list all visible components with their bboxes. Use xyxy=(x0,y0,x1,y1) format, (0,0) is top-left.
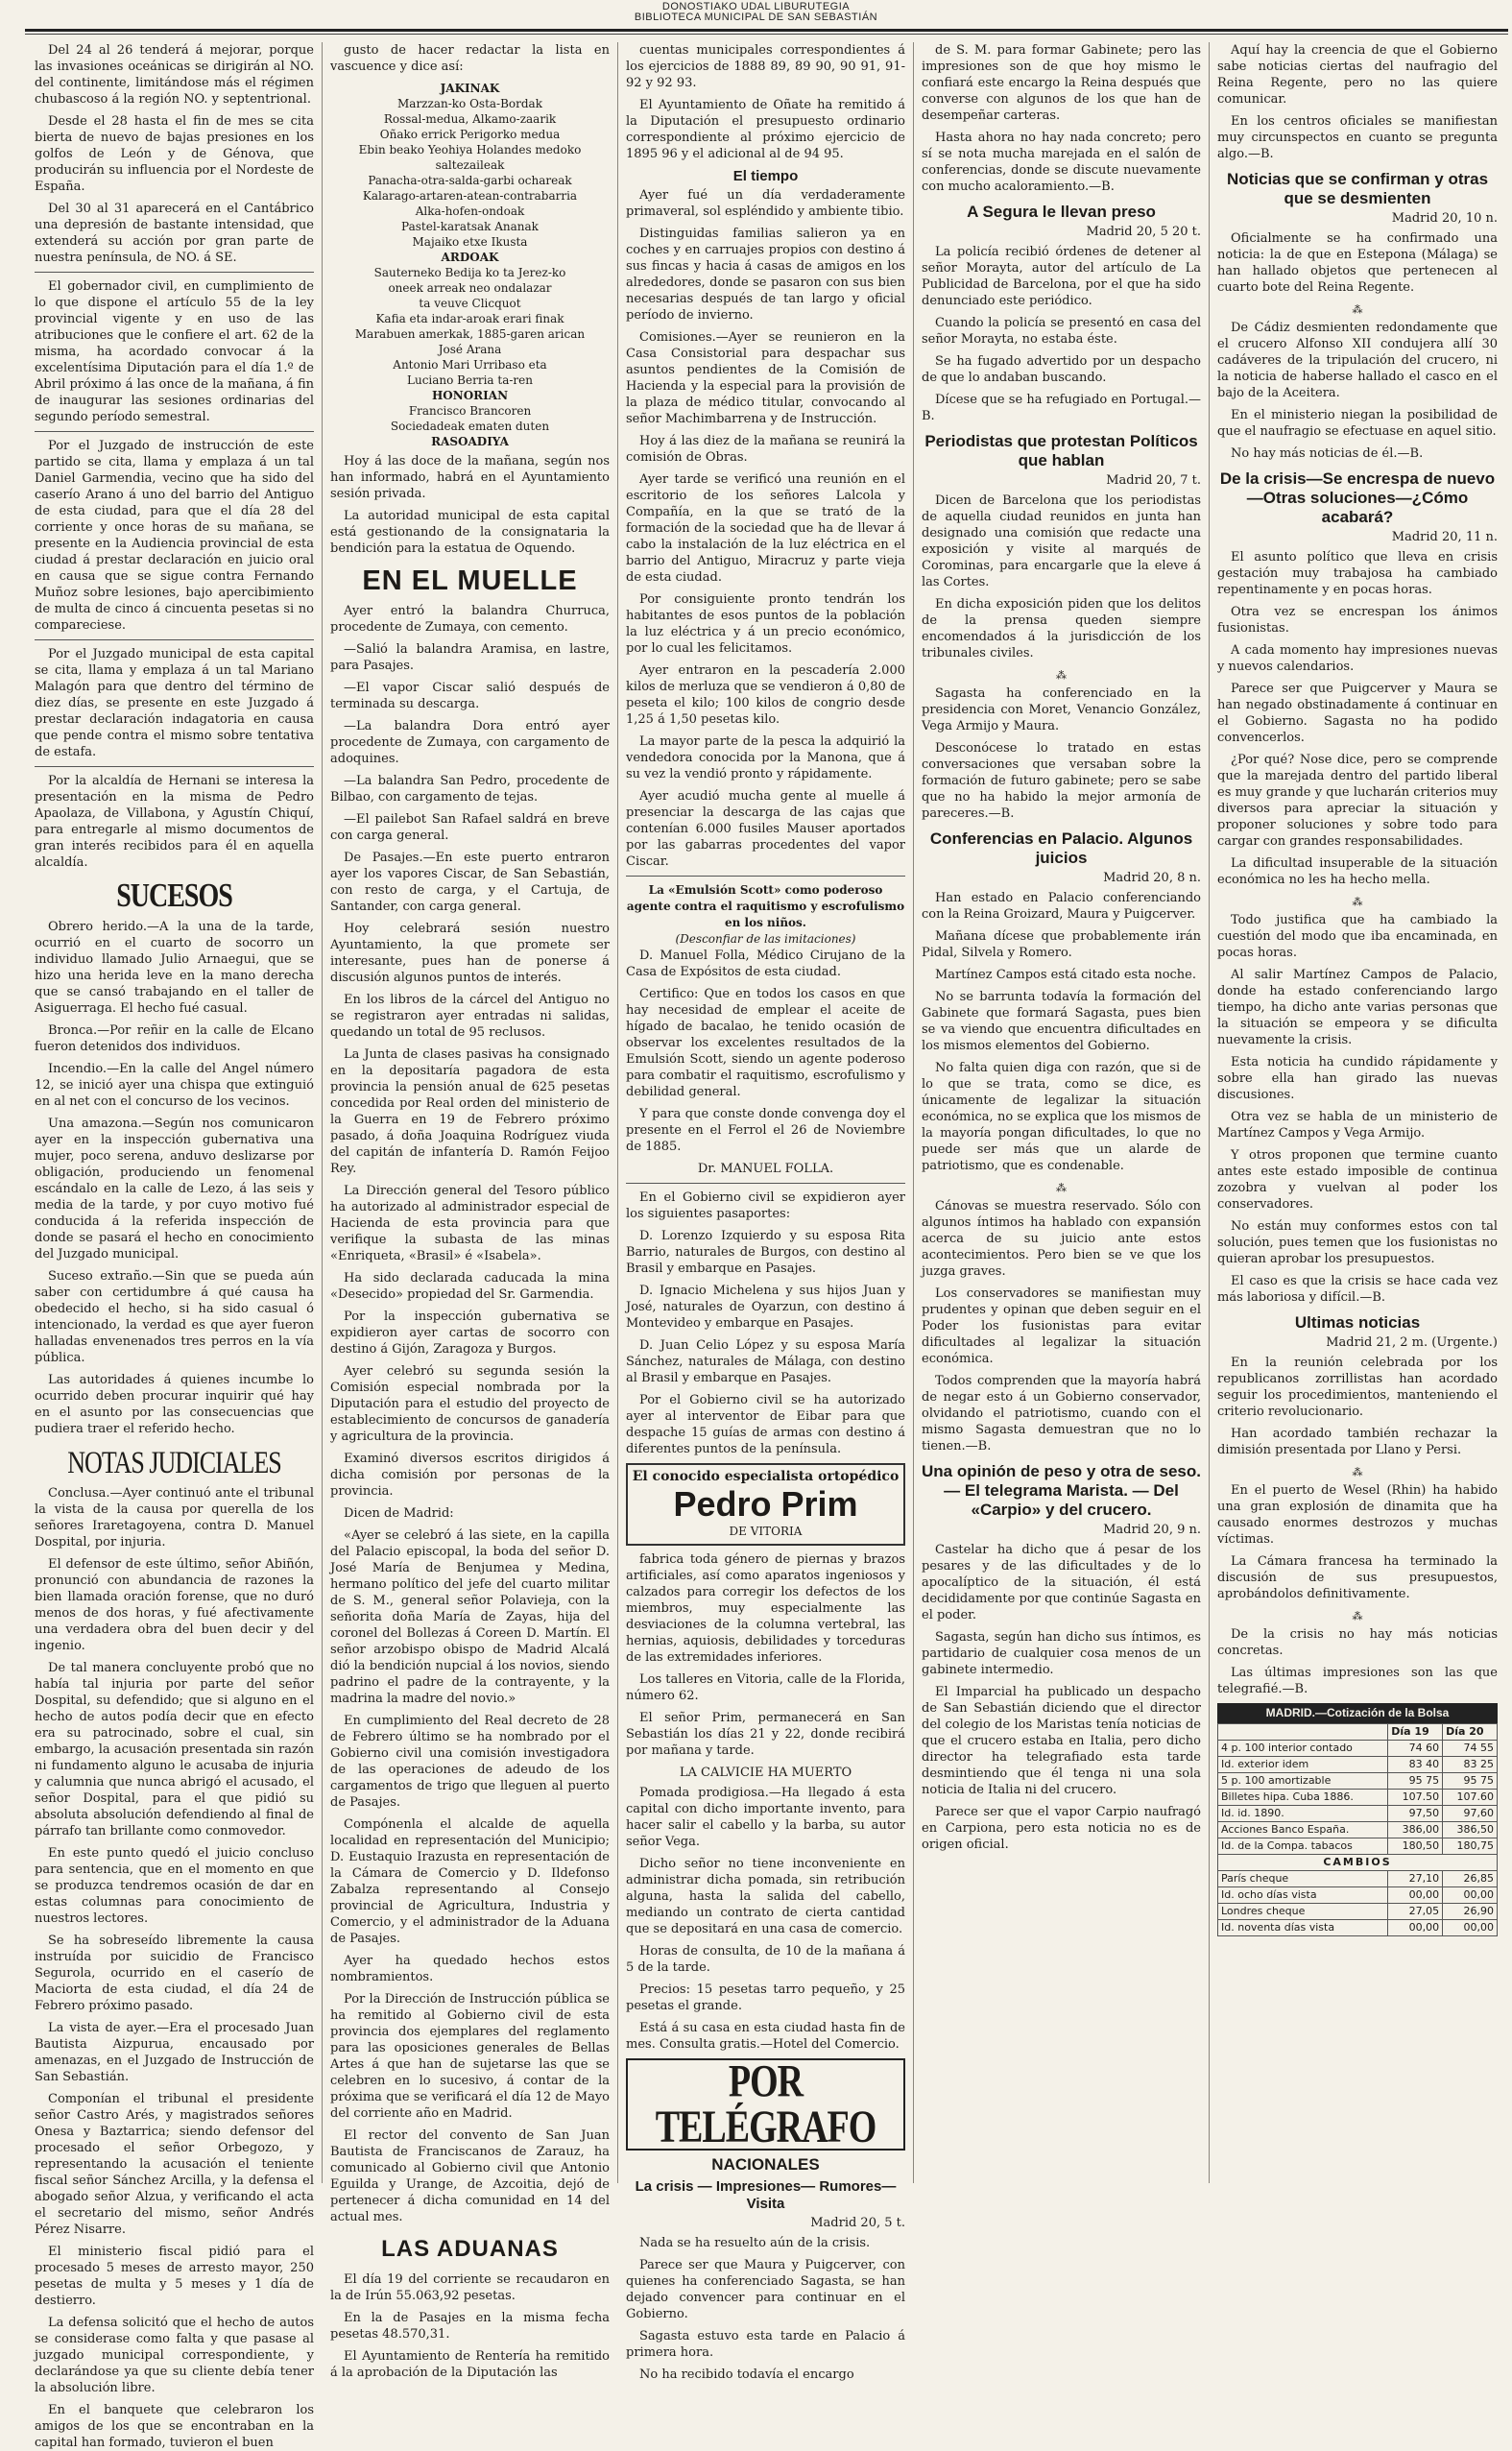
paragraph: La Junta de clases pasivas ha consignado en la depositaría pagadora de esta provincia la pensión anual de 625 pesetas concedida por Real orden del ministerio de la Guerra en 19 de Febrero próximo pasado, á doña Joaquina Rodríguez viuda del capitán de infantería D. Ramón Feijoo Rey. xyxy=(330,1047,610,1176)
menu-line: RASOADIYA xyxy=(431,435,509,448)
paragraph: Comisiones.—Ayer se reunieron en la Casa Consistorial para despachar sus asuntos pendientes de la Comisión de Hacienda y la especial para la provisión de la plaza de médico titular, convocando al señor Machimbarrena y de Instrucción. xyxy=(626,330,905,426)
table-row xyxy=(1218,1838,1498,1855)
table-cell: Id. exterior idem xyxy=(1218,1757,1388,1773)
dateline: Madrid 20, 8 n. xyxy=(1103,871,1201,885)
paragraph: A cada momento hay impresiones nuevas y nuevos calendarios. xyxy=(1217,643,1498,674)
menu-line: Marabuen amerkak, 1885-garen arican xyxy=(354,327,586,341)
section-heading-sucesos: SUCESOS xyxy=(116,877,232,915)
column-5 xyxy=(1210,42,1505,2183)
table-cell: 386,00 xyxy=(1388,1822,1443,1838)
paragraph: De tal manera concluyente probó que no había tal injuria por parte del señor Dospital, su defendido; que si alguno en el hecho de autos podía decir que en efecto era su patrocinado, sobre el cual, sin embargo, la acusación presentada sin razón ni fundamento alguno le acusaba de injuria y calumnia que nunca abrigó el acusado, el señor Dospital, para el que pidió su absoluta absolución defendiendo al final de párrafo tan brillante como conmovedor. xyxy=(35,1661,314,1838)
paragraph: No hay más noticias de él.—B. xyxy=(1231,446,1424,461)
table-header-cell xyxy=(1218,1724,1388,1741)
subsection-heading-nacionales: NACIONALES xyxy=(711,2155,820,2174)
paragraph: Pomada prodigiosa.—Ha llegado á esta capital con dicho importante invento, para hacer salir el cabello y la barba, su autor señor Vega. xyxy=(626,1786,905,1849)
menu-line: Antonio Mari Urribaso eta xyxy=(393,358,547,372)
table-row xyxy=(1218,1773,1498,1790)
paragraph: En el Gobierno civil se expidieron ayer los siguientes pasaportes: xyxy=(626,1190,905,1221)
table-cell: 00,00 xyxy=(1388,1887,1443,1904)
menu-line: Panacha-otra-salda-garbi ochareak xyxy=(368,174,572,187)
paragraph: La dificultad insuperable de la situación económica no les ha hecho mella. xyxy=(1217,856,1498,887)
paragraph: Hoy celebrará sesión nuestro Ayuntamiento, la que promete ser interesante, pues han de ponerse á discusión algunos puntos de interés. xyxy=(330,922,610,985)
table-cell: Id. noventa días vista xyxy=(1218,1920,1388,1936)
menu-line: José Arana xyxy=(438,343,502,356)
paragraph: En la reunión celebrada por los republicanos zorrillistas han acordado seguir los procedimientos, manteniendo el criterio revolucionario. xyxy=(1217,1356,1498,1419)
ad-name: Pedro Prim xyxy=(673,1484,858,1524)
paragraph: Incendio.—En la calle del Angel número 12, se inició ayer una chispa que extinguió en al net con el concurso de los vecinos. xyxy=(35,1062,314,1109)
paragraph: El Ayuntamiento de Rentería ha remitido á la aprobación de la Diputación las xyxy=(330,2349,610,2380)
paragraph: Bronca.—Por reñir en la calle de Elcano fueron detenidos dos individuos. xyxy=(35,1023,314,1054)
table-cell: Id. id. 1890. xyxy=(1218,1806,1388,1822)
menu-line: saltezaileak xyxy=(435,158,505,172)
article-heading-crisis: De la crisis—Se encrespa de nuevo—Otras soluciones—¿Cómo acabará? xyxy=(1219,469,1496,526)
telegrafo-banner xyxy=(626,2058,905,2151)
paragraph: Cuando la policía se presentó en casa del señor Morayta, no estaba éste. xyxy=(922,316,1201,347)
table-cell: 00,00 xyxy=(1443,1887,1498,1904)
menu-line: Sauterneko Bedija ko ta Jerez-ko xyxy=(373,266,566,279)
paragraph: cuentas municipales correspondientes á los ejercicios de 1888 89, 89 90, 90 91, 91-92 y 92 93. xyxy=(626,43,905,90)
paragraph: Oficialmente se ha confirmado una noticia: la de que en Estepona (Málaga) se han hallado objetos que pertenecen al cuarto bote del Reina Regente. xyxy=(1217,231,1498,295)
paragraph: Se ha sobreseído libremente la causa instruída por suicidio de Francisco Segurola, ocurrido en el caserío de Maciorta de esta ciudad, el día 24 de Febrero próximo pasado. xyxy=(35,1934,314,2013)
paragraph: Componían el tribunal el presidente señor Castro Arés, y magistrados señores Onesa y Baztarrica; siendo defensor del procesado el señor Orbegozo, y representando la acusación el teniente fiscal señor Sánchez Arcilla, y la defensa el abogado señor Alzua, y verificando el acta el secretario del mismo, señor Andrés Pérez Nisarre. xyxy=(35,2092,314,2237)
table-cell: 83 25 xyxy=(1443,1757,1498,1773)
paragraph: —El pailebot San Rafael saldrá en breve con carga general. xyxy=(330,812,610,843)
section-heading-por-telegrafo: POR TELÉGRAFO xyxy=(655,2056,876,2152)
table-cell: 95 75 xyxy=(1443,1773,1498,1790)
calvicie-heading: LA CALVICIE HA MUERTO xyxy=(679,1766,852,1780)
paragraph: ¿Por qué? Nose dice, pero se comprende que la marejada dentro del partido liberal es muy grande y que lucharán criterios muy diversos para apreciar la situación y proponer soluciones y sobre todo para cargar con grandes responsabilidades. xyxy=(1217,753,1498,849)
paragraph: De la crisis no hay más noticias concretas. xyxy=(1217,1627,1498,1658)
paragraph: El Imparcial ha publicado un despacho de San Sebastián diciendo que el director del colegio de los Maristas tenía noticias de que el crucero estaba en Italia, pero dicho director ha telegrafiado esta tarde desmintiendo que él tenga ni una sola noticia de Italia ni del crucero. xyxy=(922,1685,1201,1797)
paragraph: Por el Gobierno civil se ha autorizado ayer al interventor de Eibar para que despache 15 guías de armas con destino á diferentes puntos de la península. xyxy=(626,1393,905,1456)
section-stars: ⁂ xyxy=(1352,303,1363,316)
paragraph: —La balandra Dora entró ayer procedente de Zumaya, con cargamento de adoquines. xyxy=(330,719,610,766)
section-stars: ⁂ xyxy=(1352,1610,1363,1622)
paragraph: La autoridad municipal de esta capital está gestionando de la consignataria la bendición para la estatua de Oquendo. xyxy=(330,509,610,556)
masthead xyxy=(0,2,1512,23)
table-cell: Billetes hipa. Cuba 1886. xyxy=(1218,1790,1388,1806)
paragraph: La defensa solicitó que el hecho de autos se considerase como falta y que pasase al juzgado municipal correspondiente, y declarándose ya que su cliente debía tener la absolución libre. xyxy=(35,2316,314,2395)
menu-line: Francisco Brancoren xyxy=(408,404,532,418)
menu-line: Oñako errick Perigorko medua xyxy=(379,128,561,141)
article-heading-periodistas: Periodistas que protestan Políticos que hablan xyxy=(924,432,1198,469)
table-header-row xyxy=(1218,1724,1498,1741)
bolsa-table xyxy=(1217,1723,1498,1936)
table-cell: 26,90 xyxy=(1443,1904,1498,1920)
paragraph: Parece ser que Maura y Puigcerver, con quienes ha conferenciado Sagasta, se han dejado convencer para continuar en el Gobierno. xyxy=(626,2258,905,2321)
paragraph: Ayer tarde se verificó una reunión en el escritorio de los señores Lalcola y Compañía, en la que se trató de la formación de la sociedad que ha de llevar á cabo la instalación de la luz eléctrica en el barrio del Antiguo, Miracruz y parte vieja de esta ciudad. xyxy=(626,472,905,585)
bolsa-heading: MADRID.—Cotización de la Bolsa xyxy=(1217,1703,1498,1723)
paragraph: En el banquete que celebraron los amigos de los que se encontraban en la capital han formado, tuvieron el buen xyxy=(35,2403,314,2450)
table-header-cell: Día 19 xyxy=(1388,1724,1443,1741)
table-row xyxy=(1218,1887,1498,1904)
paragraph: El caso es que la crisis se hace cada vez más laboriosa y difícil.—B. xyxy=(1217,1274,1498,1305)
table-header-cell: Día 20 xyxy=(1443,1724,1498,1741)
menu-line: ARDOAK xyxy=(441,251,499,264)
top-rule xyxy=(25,29,1508,32)
paragraph: Hasta ahora no hay nada concreto; pero sí se nota mucha marejada en el salón de conferencias, donde se discute nuevamente con mucho acaloramiento.—B. xyxy=(922,131,1201,194)
menu-line: Rossal-medua, Alkamo-zaarik xyxy=(383,112,557,126)
paragraph: Compónenla el alcalde de aquella localidad en representación del Municipio; D. Eustaquio Irazusta en representación de la Cámara de Comercio y D. Ildefonso Zabalza representando al Consejo provincial de Agricultura, Industria y Comercio, y el administrador de la Aduana de Pasajes. xyxy=(330,1817,610,1946)
paragraph: El asunto político que lleva en crisis gestación muy trabajosa ha cambiado repentinamente y en pocas horas. xyxy=(1217,550,1498,597)
table-cell: 5 p. 100 amortizable xyxy=(1218,1773,1388,1790)
column-3 xyxy=(618,42,914,2382)
table-cell: Acciones Banco España. xyxy=(1218,1822,1388,1838)
paragraph: D. Manuel Folla, Médico Cirujano de la Casa de Expósitos de esta ciudad. xyxy=(626,949,905,979)
article-heading-opinion: Una opinión de peso y otra de seso. — El telegrama Marista. — Del «Carpio» y del crucero. xyxy=(922,1462,1201,1519)
paragraph: «Ayer se celebró á las siete, en la capilla del Palacio episcopal, la boda del señor D. José María de Benjumea y Medina, hermano político del jefe del cuarto militar de S. M., general señor Polavieja, con la señorita doña María de Zayas, hija del coronel del Bollezas á Coreen D. Martín. El señor arzobispo obispo de Madrid Alcalá dió la bendición nupcial á los novios, siendo padrino el padre de la contrayente, y la madrina la madre del novio.» xyxy=(330,1528,610,1706)
divider xyxy=(35,431,314,432)
table-cell: 4 p. 100 interior contado xyxy=(1218,1741,1388,1757)
divider xyxy=(626,1183,905,1184)
paragraph: El Ayuntamiento de Oñate ha remitido á la Diputación el presupuesto ordinario correspondiente al próximo ejercicio de 1895 96 y el adicional al de 94 95. xyxy=(626,98,905,161)
paragraph: Al salir Martínez Campos de Palacio, donde ha estado conferenciando largo tiempo, ha dicho ante varias personas que la situación se empeora y se dificulta nuevamente la crisis. xyxy=(1217,968,1498,1047)
paragraph: Del 24 al 26 tenderá á mejorar, porque las invasiones oceánicas se dirigirán al NO. del continente, limitándose más el régimen chubascoso á la región NO. y septentrional. xyxy=(35,43,314,107)
menu-line: Alka-hofen-ondoak xyxy=(415,204,525,218)
table-row xyxy=(1218,1920,1498,1936)
paragraph: Ayer entraron en la pescadería 2.000 kilos de merluza que se vendieron á 0,80 de peseta el kilo; 100 kilos de congrio desde 1,25 á 1,50 pesetas kilo. xyxy=(626,663,905,727)
paragraph: Se ha fugado advertido por un despacho de que lo andaban buscando. xyxy=(922,354,1201,385)
section-heading-notas-judiciales: NOTAS JUDICIALES xyxy=(67,1445,281,1480)
article-heading-conferencias: Conferencias en Palacio. Algunos juicios xyxy=(929,829,1193,867)
table-row xyxy=(1218,1790,1498,1806)
table-cell: 107.60 xyxy=(1443,1790,1498,1806)
paragraph: Martínez Campos está citado esta noche. xyxy=(935,968,1196,982)
paragraph: Conclusa.—Ayer continuó ante el tribunal la vista de la causa por querella de los señores Iraretagoyena, contra D. Manuel Dospital, por injuria. xyxy=(35,1486,314,1550)
paragraph: de S. M. para formar Gabinete; pero las impresiones son de que hoy mismo le confiará este encargo la Reina después que converse con algunos de los que han de desempeñar carteras. xyxy=(922,43,1201,123)
dateline: Madrid 20, 7 t. xyxy=(1106,473,1201,488)
divider xyxy=(35,639,314,640)
column-4 xyxy=(914,42,1210,2183)
paragraph: El ministerio fiscal pidió para el procesado 5 meses de arresto mayor, 250 pesetas de multa y 5 meses y 1 día de destierro. xyxy=(35,2245,314,2308)
paragraph: No ha recibido todavía el encargo xyxy=(639,2367,854,2382)
table-cell: Id. de la Compa. tabacos xyxy=(1218,1838,1388,1855)
dateline: Madrid 20, 9 n. xyxy=(1103,1523,1201,1537)
table-cell: 180,50 xyxy=(1388,1838,1443,1855)
menu-line: ta veuve Clicquot xyxy=(419,297,521,310)
section-stars: ⁂ xyxy=(1352,1466,1363,1478)
section-stars: ⁂ xyxy=(1352,896,1363,908)
divider xyxy=(35,272,314,273)
paragraph: Certifico: Que en todos los casos en que hay necesidad de emplear el aceite de hígado de bacalao, he tenido ocasión de observar los excelentes resultados de la Emulsión Scott, siendo un agente poderoso para combatir el raquitismo, escrofulismo y debilidad general. xyxy=(626,987,905,1099)
paragraph: Castelar ha dicho que á pesar de los pesares y de las dificultades y de lo apocalíptico de la situación, él está decididamente por que continúe Sagasta en el poder. xyxy=(922,1543,1201,1622)
paragraph: Dicho señor no tiene inconveniente en administrar dicha pomada, sin retribución alguna, hasta la salida del cabello, mediando un contrato de cierta cantidad que se depositará en una casa de comercio. xyxy=(626,1857,905,1936)
table-cell: Londres cheque xyxy=(1218,1904,1388,1920)
table-cell: 386,50 xyxy=(1443,1822,1498,1838)
paragraph: Del 30 al 31 aparecerá en el Cantábrico una depresión de bastante intensidad, que extenderá su acción por gran parte de nuestra península, de NO. á SE. xyxy=(35,202,314,265)
paragraph: La mayor parte de la pesca la adquirió la vendedora conocida por la Manona, que á su vez la vendió pronto y rápidamente. xyxy=(626,734,905,781)
paragraph: fabrica toda género de piernas y brazos artificiales, así como aparatos ingeniosos y calzados para corregir los defectos de los miembros, muy especialmente las desviaciones de la columna vertebral, las hernias, aquiosis, debilidades y torceduras de las extremidades inferiores. xyxy=(626,1552,905,1665)
table-cell: 27,10 xyxy=(1388,1871,1443,1887)
paragraph: Por el Juzgado de instrucción de este partido se cita, llama y emplaza á un tal Daniel Garmendia, vecino que ha sido del caserío Arano á uno del barrio del Antiguo de esta ciudad, para que el día 28 del corriente y once horas de su mañana, se presente en la Audiencia provincial de esta ciudad á prestar declaración en juicio oral en causa que se sigue contra Fernando Muñoz sobre lesiones, bajo apercibimiento de multa de cinco á cincuenta pesetas si no compareciese. xyxy=(35,439,314,633)
paragraph: En dicha exposición piden que los delitos de la prensa queden siempre encomendados á la jurisdicción de los tribunales civiles. xyxy=(922,597,1201,661)
table-cell: 97,50 xyxy=(1388,1806,1443,1822)
paragraph: El rector del convento de San Juan Bautista de Franciscanos de Zarauz, ha comunicado al Gobierno civil que Antonio Eguilda y Urange, de Azcoitia, dejó de pertenecer á dicha comunidad en 14 del actual mes. xyxy=(330,2128,610,2224)
paragraph: Han estado en Palacio conferenciando con la Reina Groizard, Maura y Puigcerver. xyxy=(922,891,1201,922)
paragraph: En los centros oficiales se manifiestan muy circunspectos en cuanto se pregunta algo.—B. xyxy=(1217,114,1498,161)
banquet-menu-list xyxy=(330,81,610,449)
paragraph: Está á su casa en esta ciudad hasta fin de mes. Consulta gratis.—Hotel del Comercio. xyxy=(626,2021,905,2052)
paragraph: Distinguidas familias salieron ya en coches y en carruajes propios con destino á sus fincas y hacia á casas de amigos en los alrededores, donde se pasaron con sus bien necesarias después de tan largo y oficial período de invierno. xyxy=(626,227,905,323)
paragraph: Todo justifica que ha cambiado la cuestión del modo que iba encaminada, en pocas horas. xyxy=(1217,913,1498,960)
paragraph: Ayer acudió mucha gente al muelle á presenciar la descarga de las cajas que contenían 6.000 fusiles Mauser aportados por las gabarras procedentes del vapor Ciscar. xyxy=(626,789,905,869)
paragraph: Aquí hay la creencia de que el Gobierno sabe noticias ciertas del naufragio del Reina Regente, pero no las quiere comunicar. xyxy=(1217,43,1498,107)
masthead-line-1: DONOSTIAKO UDAL LIBURUTEGIA xyxy=(661,1,851,12)
paragraph: De Cádiz desmienten redondamente que el crucero Alfonso XII condujera allí 30 cadáveres de la tripulación del crucero, ni la noticia de haberse hallado el casco en el bajo de la Aceitera. xyxy=(1217,321,1498,400)
paragraph: Todos comprenden que la mayoría habrá de negar esto á un Gobierno conservador, olvidando el patriotismo, cuando con el mismo Sagasta demuestran que no lo tienen.—B. xyxy=(922,1374,1201,1454)
paragraph: —El vapor Ciscar salió después de terminada su descarga. xyxy=(330,681,610,711)
ad-city: DE VITORIA xyxy=(729,1525,803,1538)
paragraph: D. Juan Celio López y su esposa María Sánchez, naturales de Málaga, con destino al Brasil y embarque en Pasajes. xyxy=(626,1338,905,1385)
paragraph: En la de Pasajes en la misma fecha pesetas 48.570,31. xyxy=(330,2311,610,2342)
paragraph: Mañana dícese que probablemente irán Pidal, Silvela y Romero. xyxy=(922,929,1201,960)
menu-line: Pastel-karatsak Ananak xyxy=(401,220,539,233)
ad-kicker: El conocido especialista ortopédico xyxy=(632,1469,900,1484)
paragraph: Horas de consulta, de 10 de la mañana á 5 de la tarde. xyxy=(626,1944,905,1975)
menu-line: Sociedadeak ematen duten xyxy=(390,420,550,433)
paragraph: Por consiguiente pronto tendrán los habitantes de esos puntos de la población la luz eléctrica y á un precio económico, por lo cual les felicitamos. xyxy=(626,592,905,656)
menu-line: Luciano Berria ta-ren xyxy=(407,373,533,387)
divider xyxy=(626,876,905,877)
paragraph: Parece ser que Puigcerver y Maura se han negado obstinadamente á continuar en el Gobierno. Sagasta no ha podido convencerlos. xyxy=(1217,682,1498,745)
paragraph: Desde el 28 hasta el fin de mes se cita bierta de nuevo de bajas presiones en los golfos de León y de Génova, que producirán su influencia por el Nordeste de España. xyxy=(35,114,314,194)
table-cell: 83 40 xyxy=(1388,1757,1443,1773)
article-heading-noticias: Noticias que se confirman y otras que se desmienten xyxy=(1226,170,1489,207)
paragraph: gusto de hacer redactar la lista en vascuence y dice así: xyxy=(330,43,610,74)
table-row xyxy=(1218,1871,1498,1887)
menu-line: HONORIAN xyxy=(431,389,509,402)
dateline: Madrid 21, 2 m. (Urgente.) xyxy=(1326,1335,1498,1350)
table-cell: 26,85 xyxy=(1443,1871,1498,1887)
paragraph: D. Ignacio Michelena y sus hijos Juan y José, naturales de Oyarzun, con destino á Montevideo y embarque en Pasajes. xyxy=(626,1284,905,1331)
dateline: Madrid 20, 11 n. xyxy=(1391,530,1498,544)
paragraph: Nada se ha resuelto aún de la crisis. xyxy=(639,2236,871,2250)
paragraph: Las autoridades á quienes incumbe lo ocurrido deben procurar inquirir qué hay en el asunto por las consecuencias que pudiera traer el referido hecho. xyxy=(35,1373,314,1436)
paragraph: La vista de ayer.—Era el procesado Juan Bautista Aizpurua, encausado por amenazas, en el Juzgado de Instrucción de San Sebastián. xyxy=(35,2021,314,2084)
section-stars: ⁂ xyxy=(1056,1182,1067,1194)
table-cell: 95 75 xyxy=(1388,1773,1443,1790)
paragraph: Por la Dirección de Instrucción pública se ha remitido al Gobierno civil de esta provincia dos ejemplares del reglamento para las oposiciones generales de Bellas Artes á que han de sujetarse las que se celebren en lo sucesivo, á contar de la próxima que se verificará el día 12 de Mayo del corriente año en Madrid. xyxy=(330,1992,610,2121)
table-cell: Id. ocho días vista xyxy=(1218,1887,1388,1904)
paragraph: Sagasta ha conferenciado en la presidencia con Moret, Venancio González, Vega Armijo y Maura. xyxy=(922,686,1201,733)
dateline: Madrid 20, 5 20 t. xyxy=(1086,225,1201,239)
paragraph: Dicen de Barcelona que los periodistas de aquella ciudad reunidos en junta han designado una comisión que redacte una exposición y visite al marqués de Corominas, para encargarle que la eleve á las Cortes. xyxy=(922,493,1201,589)
paragraph: El día 19 del corriente se recaudaron en la de Irún 55.063,92 pesetas. xyxy=(330,2272,610,2303)
table-cell: París cheque xyxy=(1218,1871,1388,1887)
menu-line: Marzzan-ko Osta-Bordak xyxy=(397,97,542,110)
paragraph: Y otros proponen que termine cuanto antes este estado imposible de continua zozobra y vuelvan al poder los conservadores. xyxy=(1217,1148,1498,1212)
paragraph: La Dirección general del Tesoro público ha autorizado al administrador especial de Hacienda de esta provincia para que verifique la subasta de las minas «Enriqueta, «Brasil» é «Isabela». xyxy=(330,1184,610,1263)
paragraph: Sagasta estuvo esta tarde en Palacio á primera hora. xyxy=(626,2329,905,2360)
section-heading-las-aduanas: LAS ADUANAS xyxy=(381,2236,559,2262)
newspaper-columns xyxy=(27,42,1505,2450)
table-cell: 97,60 xyxy=(1443,1806,1498,1822)
paragraph: No falta quien diga con razón, que si de lo que se trata, como se dice, es únicamente de legalizar la situación económica, no se explica que los mismos de la mayoría pongan dificultades, lo que no puede ser más que un alarde de patriotismo, que es condenable. xyxy=(922,1061,1201,1173)
paragraph: Sagasta, según han dicho sus íntimos, es partidario de cualquier cosa menos de un gabinete intermedio. xyxy=(922,1630,1201,1677)
menu-line: JAKINAK xyxy=(440,82,500,95)
menu-line: Kalarago-artaren-atean-contrabarria xyxy=(362,189,578,203)
table-row xyxy=(1218,1741,1498,1757)
paragraph: Han acordado también rechazar la dimisión presentada por Llano y Persi. xyxy=(1217,1427,1498,1457)
article-heading-ultimas: Ultimas noticias xyxy=(1294,1313,1421,1332)
table-cell: 74 55 xyxy=(1443,1741,1498,1757)
paragraph: Ha sido declarada caducada la mina «Desecido» propiedad del Sr. Garmendia. xyxy=(330,1271,610,1302)
dateline: Madrid 20, 5 t. xyxy=(810,2216,905,2230)
paragraph: El gobernador civil, en cumplimiento de lo que dispone el artículo 55 de la ley provincial vigente y en uso de las atribuciones que le confiere el art. 62 de la misma, ha acordado convocar á la excelentísima Diputación para el día 1.º de Abril próximo á las once de la mañana, á fin de inaugurar las sesiones ordinarias del segundo período semestral. xyxy=(35,279,314,424)
paragraph: Los talleres en Vitoria, calle de la Florida, número 62. xyxy=(626,1672,905,1703)
paragraph: Una amazona.—Según nos comunicaron ayer en la inspección gubernativa una mujer, poco serena, anduvo deslizarse por obligación, produciendo un fenomenal escándalo en la calle de Lezo, á las seis y media de la tarde, y por cuyo motivo fué conducida á la referida inspección de donde se pasará el hecho en conocimiento del Juzgado municipal. xyxy=(35,1117,314,1262)
section-heading-el-tiempo: El tiempo xyxy=(732,168,799,184)
paragraph: Ayer celebró su segunda sesión la Comisión especial nombrada por la Diputación para el estudio del proyecto de establecimiento de concursos de ganadería y agricultura de la provincia. xyxy=(330,1364,610,1444)
masthead-line-2: BIBLIOTECA MUNICIPAL DE SAN SEBASTIÁN xyxy=(634,12,878,23)
paragraph: Ayer fué un día verdaderamente primaveral, sol espléndido y ambiente tibio. xyxy=(626,188,905,219)
paragraph: —Salió la balandra Aramisa, en lastre, para Pasajes. xyxy=(330,642,610,673)
article-heading-la-crisis: La crisis — Impresiones— Rumores—Visita xyxy=(635,2178,897,2212)
paragraph: Ayer entró la balandra Churruca, procedente de Zumaya, con cemento. xyxy=(330,604,610,635)
paragraph: La Cámara francesa ha terminado la discusión de sus presupuestos, aprobándolos definitivamente. xyxy=(1217,1554,1498,1601)
advertisement-pedro-prim xyxy=(626,1463,905,1546)
paragraph: Y para que conste donde convenga doy el presente en el Ferrol el 26 de Noviembre de 1885. xyxy=(626,1107,905,1154)
table-cell: 74 60 xyxy=(1388,1741,1443,1757)
section-stars: ⁂ xyxy=(1056,669,1067,682)
paragraph: Suceso extraño.—Sin que se pueda aún saber con certidumbre á qué causa ha obedecido el hecho, si ha sido casual ó intencionado, la verdad es que ayer fueron halladas envenenados tres perros en la vía pública. xyxy=(35,1269,314,1365)
emulsion-subheading: (Desconfiar de las imitaciones) xyxy=(675,932,856,946)
paragraph: Dícese que se ha refugiado en Portugal.—B. xyxy=(922,393,1201,423)
top-rule-thin xyxy=(25,34,1508,35)
paragraph: En este punto quedó el juicio concluso para sentencia, que en el momento en que se produzca tendremos ocasión de dar en estas columnas para conocimiento de nuestros lectores. xyxy=(35,1846,314,1926)
column-2 xyxy=(323,42,618,2380)
paragraph: Examinó diversos escritos dirigidos á dicha comisión por personas de la provincia. xyxy=(330,1452,610,1499)
paragraph: En los libros de la cárcel del Antiguo no se registraron ayer entradas ni salidas, quedando un total de 95 reclusos. xyxy=(330,993,610,1040)
paragraph: Los conservadores se manifiestan muy prudentes y opinan que deben seguir en el Poder los fusionistas para evitar dificultades al legalizar la situación económica. xyxy=(922,1286,1201,1366)
section-heading-en-el-muelle: EN EL MUELLE xyxy=(362,565,578,596)
paragraph: Obrero herido.—A la una de la tarde, ocurrió en el cuarto de socorro un individuo llamado Julio Arnaegui, que se hizo una herida leve en la mano derecha que se cansó trabajando en el taller de Asiguerraga. El hecho fué casual. xyxy=(35,920,314,1016)
paragraph: Las últimas impresiones son las que telegrafié.—B. xyxy=(1217,1666,1498,1696)
column-1 xyxy=(27,42,323,2450)
paragraph: Por el Juzgado municipal de esta capital se cita, llama y emplaza á un tal Mariano Malagón para que dentro del término de diez días, se presente en este Juzgado á prestar declaración indagatoria en causa que pende contra el mismo sobre tentativa de estafa. xyxy=(35,647,314,759)
paragraph: Hoy á las diez de la mañana se reunirá la comisión de Obras. xyxy=(626,434,905,465)
table-cell: 107.50 xyxy=(1388,1790,1443,1806)
table-row xyxy=(1218,1904,1498,1920)
divider xyxy=(35,766,314,767)
paragraph: En el ministerio niegan la posibilidad de que el naufragio se efectuase en aquel sitio. xyxy=(1217,408,1498,439)
table-row xyxy=(1218,1822,1498,1838)
emulsion-heading: La «Emulsión Scott» como poderoso agente contra el raquitismo y escrofulismo en los niños. xyxy=(626,883,905,929)
paragraph: Precios: 15 pesetas tarro pequeño, y 25 pesetas el grande. xyxy=(626,1982,905,2013)
menu-line: oneek arreak neo ondalazar xyxy=(388,281,552,295)
menu-line: Kafia eta indar-aroak erari finak xyxy=(375,312,564,325)
paragraph: No están muy conformes estos con tal solución, pues temen que los fusionistas no quieran aprobar los presupuestos. xyxy=(1217,1219,1498,1266)
paragraph: D. Lorenzo Izquierdo y su esposa Rita Barrio, naturales de Burgos, con destino al Brasil y embarque en Pasajes. xyxy=(626,1229,905,1276)
paragraph: Otra vez se habla de un ministerio de Martínez Campos y Vega Armijo. xyxy=(1217,1110,1498,1141)
paragraph: —La balandra San Pedro, procedente de Bilbao, con cargamento de tejas. xyxy=(330,774,610,805)
paragraph: Esta noticia ha cundido rápidamente y sobre ella han girado las nuevas discusiones. xyxy=(1217,1055,1498,1102)
menu-line: Ebin beako Yeohiya Holandes medoko xyxy=(358,143,582,156)
paragraph: Otra vez se encrespan los ánimos fusionistas. xyxy=(1217,605,1498,636)
paragraph: Dicen de Madrid: xyxy=(344,1506,454,1521)
paragraph: En el puerto de Wesel (Rhin) ha habido una gran explosión de dinamita que ha causado enormes destrozos y muchas víctimas. xyxy=(1217,1483,1498,1547)
paragraph: Hoy á las doce de la mañana, según nos han informado, habrá en el Ayuntamiento sesión privada. xyxy=(330,454,610,501)
paragraph: Ayer ha quedado hechos estos nombramientos. xyxy=(330,1954,610,1984)
table-row xyxy=(1218,1757,1498,1773)
paragraph: Por la inspección gubernativa se expidieron ayer cartas de socorro con destino á Gijón, Zaragoza y Burgos. xyxy=(330,1310,610,1357)
paragraph: En cumplimiento del Real decreto de 28 de Febrero último se ha nombrado por el Gobierno civil una comisión investigadora de las operaciones de adeudo de los cargamentos de trigo que lleguen al puerto de Pasajes. xyxy=(330,1714,610,1810)
menu-line: Majaiko etxe Ikusta xyxy=(412,235,528,249)
paragraph: Cánovas se muestra reservado. Sólo con algunos íntimos ha hablado con expansión acerca de su juicio ante estos acontecimientos. Pero bien se ve que los juzga graves. xyxy=(922,1199,1201,1279)
table-cell: 27,05 xyxy=(1388,1904,1443,1920)
paragraph: El defensor de este último, señor Abiñón, pronunció con abundancia de razones la bien llamada oración forense, que no duró menos de dos horas, y fué afectivamente una verdadera obra del buen decir y del ingenio. xyxy=(35,1557,314,1653)
signature-line: Dr. MANUEL FOLLA. xyxy=(697,1162,834,1176)
paragraph: El señor Prim, permanecerá en San Sebastián los días 21 y 22, donde recibirá por mañana y tarde. xyxy=(626,1711,905,1758)
paragraph: No se barrunta todavía la formación del Gabinete que formará Sagasta, pues bien se va viendo que encuentra dificultades en los mismos elementos del Gobierno. xyxy=(922,990,1201,1053)
table-row xyxy=(1218,1806,1498,1822)
paragraph: Por la alcaldía de Hernani se interesa la presentación en la misma de Pedro Apaolaza, de Villabona, y Agustín Chiquí, para entregarle al mismo documentos de gran interés recibidos para él en aquella alcaldía. xyxy=(35,774,314,870)
paragraph: Desconócese lo tratado en estas conversaciones que versaban sobre la formación de futuro gabinete; pero se sabe que no ha habido la mejor armonía de pareceres.—B. xyxy=(922,741,1201,821)
paragraph: De Pasajes.—En este puerto entraron ayer los vapores Ciscar, de San Sebastián, con resto de carga, y el Cartuja, de Santander, con carga general. xyxy=(330,851,610,914)
paragraph: Parece ser que el vapor Carpio naufragó en Carpiona, pero esta noticia no es de origen oficial. xyxy=(922,1805,1201,1852)
cambios-heading: CAMBIOS xyxy=(1218,1855,1498,1871)
table-subheader-row xyxy=(1218,1855,1498,1871)
dateline: Madrid 20, 10 n. xyxy=(1391,211,1498,226)
table-cell: 00,00 xyxy=(1443,1920,1498,1936)
paragraph: La policía recibió órdenes de detener al señor Morayta, autor del artículo de La Publicidad de Barcelona, por el que ha sido denunciado este periódico. xyxy=(922,245,1201,308)
table-cell: 00,00 xyxy=(1388,1920,1443,1936)
table-cell: 180,75 xyxy=(1443,1838,1498,1855)
article-heading-segura: A Segura le llevan preso xyxy=(967,203,1156,221)
